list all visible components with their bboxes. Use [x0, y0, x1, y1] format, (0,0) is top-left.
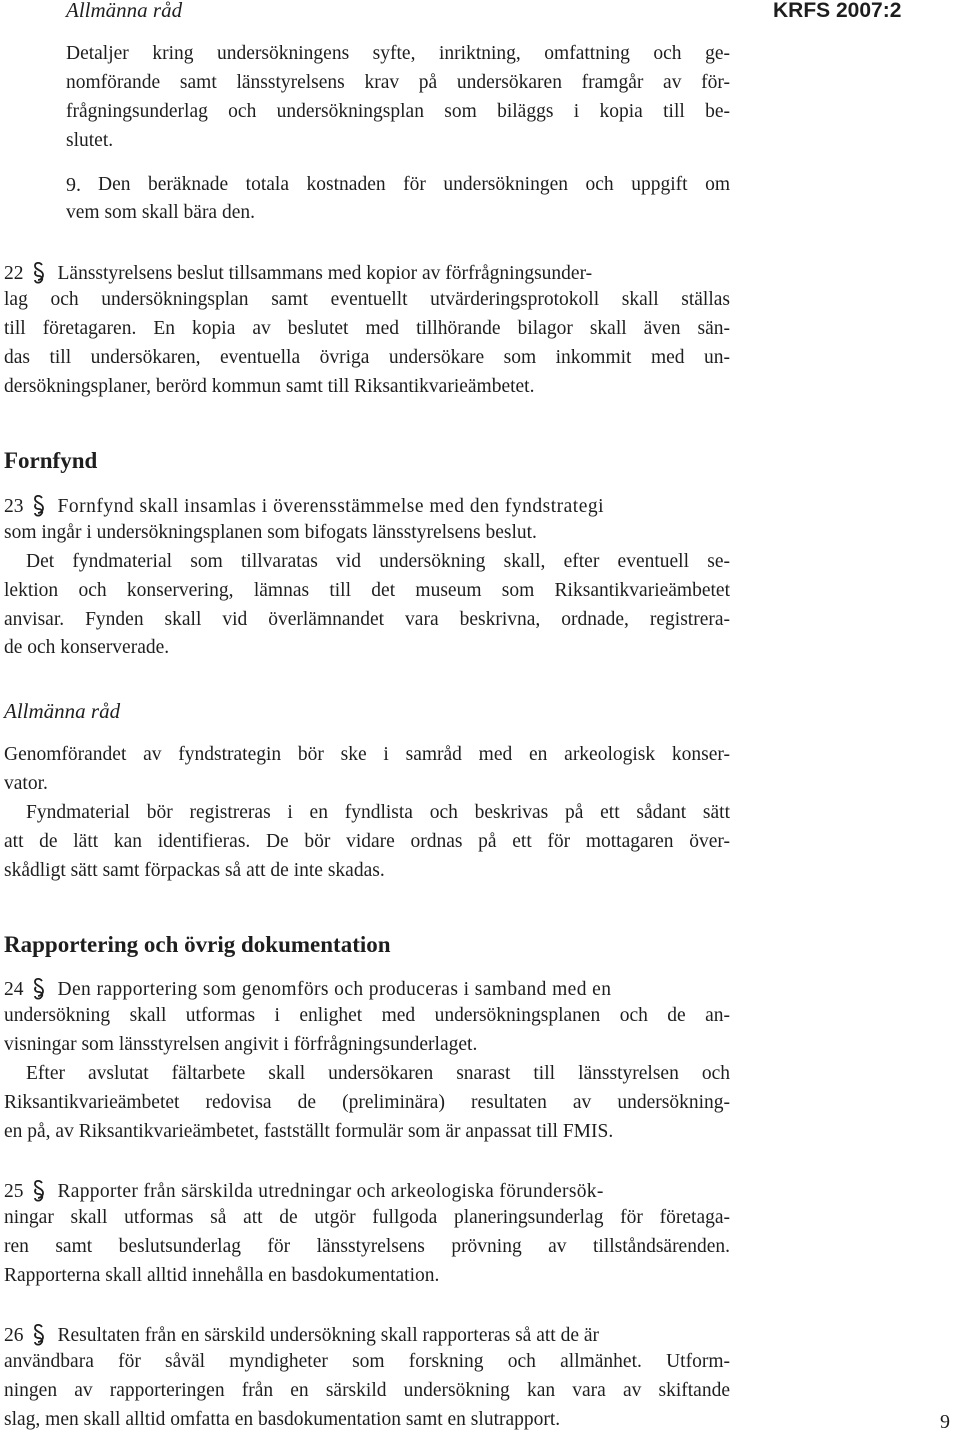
section-24-first-line: Den rapportering som genomförs och produceras i samband med en [57, 979, 612, 1000]
section-25-number: 25 [4, 1181, 24, 1202]
section-22-heading [4, 261, 592, 285]
section-22-line-4: dersökningsplaner, berörd kommun samt till Riksantikvarieämbetet. [4, 376, 535, 397]
section-24-number: 24 [4, 979, 24, 1000]
section-22-line-2: till företagaren. En kopia av beslutet med tillhörande bilagor skall även sän- [4, 318, 730, 339]
section-24-line-5: en på, av Riksantikvarieämbetet, fastställt formulär som är anpassat till FMIS. [4, 1121, 614, 1142]
section-26-first-line: Resultaten från en särskild undersökning skall rapporteras så att de är [57, 1325, 599, 1346]
advice1-line-4: slutet. [66, 130, 114, 151]
section-23-line-5: de och konserverade. [4, 637, 170, 658]
document-code: KRFS 2007:2 [773, 0, 902, 22]
section-22-line-3: das till undersökaren, eventuella övriga undersökare som inkommit med un- [4, 347, 730, 368]
section-sign-icon [30, 1179, 48, 1203]
advice2-line-1: Genomförandet av fyndstrategin bör ske i samråd med en arkeologisk konser- [4, 744, 730, 765]
section-sign-icon [30, 494, 48, 518]
section-24-line-4: Riksantikvarieämbetet redovisa de (preliminära) resultaten av undersökning- [4, 1092, 730, 1113]
section-22-line-1: lag och undersökningsplan samt eventuellt utvärderingsprotokoll skall ställas [4, 289, 730, 310]
item9-line-1: Den beräknade totala kostnaden för undersökningen och uppgift om [98, 174, 730, 195]
advice1-line-3: frågningsunderlag och undersökningsplan som biläggs i kopia till be- [66, 101, 730, 122]
page-number: 9 [940, 1411, 950, 1433]
section-24-line-3: Efter avslutat fältarbete skall undersökaren snarast till länsstyrelsen och [26, 1063, 730, 1084]
section-22-first-line: Länsstyrelsens beslut tillsammans med kopior av förfrågningsunder- [57, 263, 593, 284]
section-25-first-line: Rapporter från särskilda utredningar och arkeologiska förundersök- [57, 1181, 604, 1202]
advice2-line-4: att de lätt kan identifieras. De bör vidare ordnas på ett för mottagaren över- [4, 831, 730, 852]
section-23-line-1: som ingår i undersökningsplanen som bifogats länsstyrelsens beslut. [4, 522, 537, 543]
advice-label-top: Allmänna råd [66, 0, 183, 22]
item9-number: 9. [66, 174, 81, 196]
section-23-line-3: lektion och konservering, lämnas till det museum som Riksantikvarieämbetet [4, 580, 730, 601]
section-23-line-2: Det fyndmaterial som tillvaratas vid undersökning skall, efter eventuell se- [26, 551, 730, 572]
item9-line-2: vem som skall bära den. [66, 202, 255, 223]
section-24-line-1: undersökning skall utformas i enlighet med undersökningsplanen och de an- [4, 1005, 730, 1026]
heading-rapportering: Rapportering och övrig dokumentation [4, 932, 391, 957]
section-26-line-2: ningen av rapporteringen från en särskild undersökning kan vara av skiftande [4, 1380, 730, 1401]
section-25-heading [4, 1179, 730, 1203]
section-22-number: 22 [4, 263, 24, 284]
advice1-line-2: nomförande samt länsstyrelsens krav på undersökaren framgår av för- [66, 72, 730, 93]
section-sign-icon [30, 261, 48, 285]
section-23-first-line: Fornfynd skall insamlas i överensstämmelse med den fyndstrategi [57, 496, 605, 517]
section-26-heading [4, 1323, 730, 1347]
section-25-line-3: Rapporterna skall alltid innehålla en basdokumentation. [4, 1265, 440, 1286]
advice1-line-1: Detaljer kring undersökningens syfte, inriktning, omfattning och ge- [66, 43, 730, 64]
section-23-line-4: anvisar. Fynden skall vid överlämnandet vara beskrivna, ordnade, registrera- [4, 609, 730, 630]
advice2-line-5: skådligt sätt samt förpackas så att de inte skadas. [4, 860, 385, 881]
advice2-line-2: vator. [4, 773, 48, 794]
section-24-heading [4, 977, 730, 1001]
heading-fornfynd: Fornfynd [4, 448, 98, 473]
section-26-line-3: slag, men skall alltid omfatta en basdokumentation samt en slutrapport. [4, 1409, 561, 1430]
section-24-line-2: visningar som länsstyrelsen angivit i förfrågningsunderlaget. [4, 1034, 478, 1055]
advice2-label: Allmänna råd [4, 699, 121, 723]
section-26-line-1: användbara för såväl myndigheter som forskning och allmänhet. Utform- [4, 1351, 730, 1372]
section-sign-icon [30, 1323, 48, 1347]
section-25-line-1: ningar skall utformas så att de utgör fullgoda planeringsunderlag för företaga- [4, 1207, 730, 1228]
section-23-heading [4, 494, 730, 518]
section-23-number: 23 [4, 496, 24, 517]
section-25-line-2: ren samt beslutsunderlag för länsstyrelsens prövning av tillståndsärenden. [4, 1236, 730, 1257]
advice2-line-3: Fyndmaterial bör registreras i en fyndlista och beskrivas på ett sådant sätt [26, 802, 730, 823]
section-26-number: 26 [4, 1325, 24, 1346]
section-sign-icon [30, 977, 48, 1001]
